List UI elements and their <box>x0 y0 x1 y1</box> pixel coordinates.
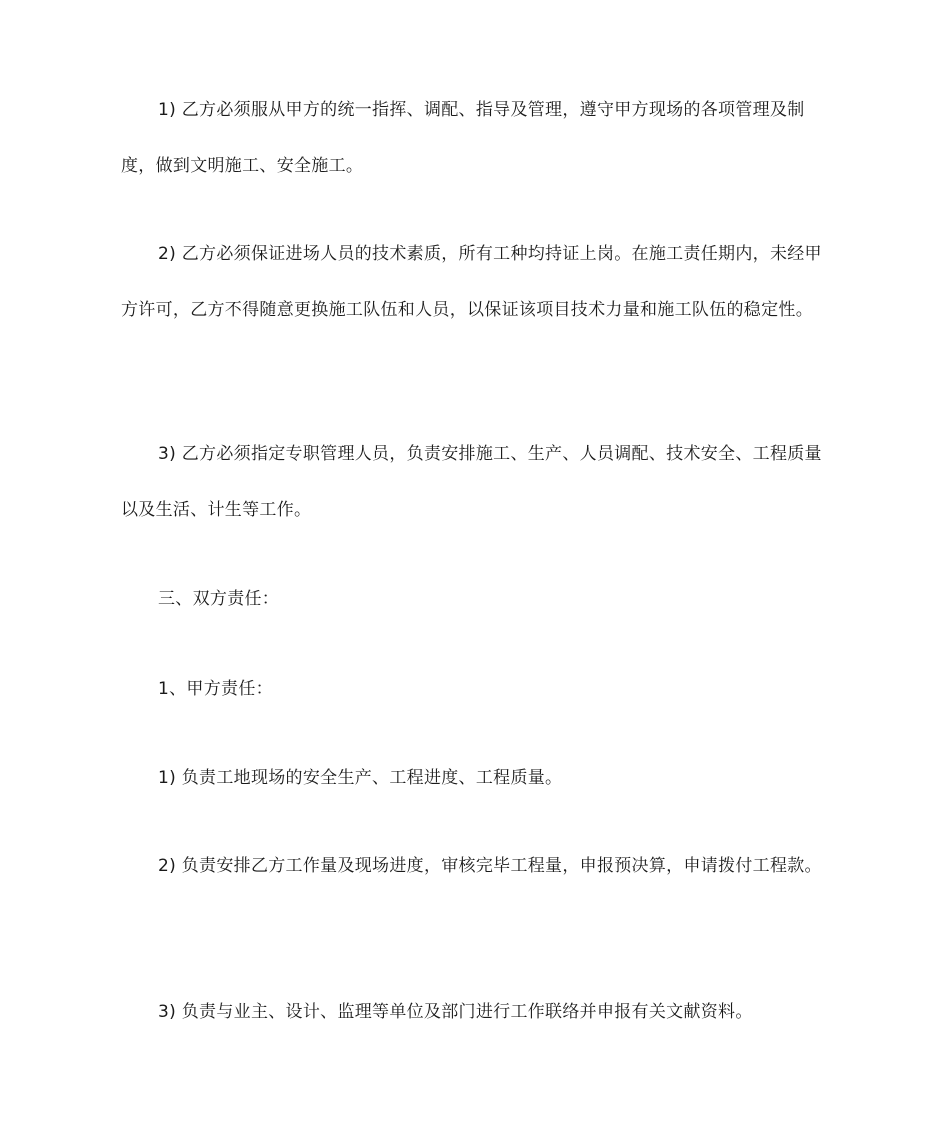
paragraph-party-a-duty-3: 3) 负责与业主、设计、监理等单位及部门进行工作联络并申报有关文献资料。 <box>158 1002 753 1022</box>
section-heading-responsibilities: 三、双方责任： <box>158 589 280 609</box>
paragraph-party-a-duty-2: 2) 负责安排乙方工作量及现场进度，审核完毕工程量，申报预决算，申请拨付工程款。 <box>158 856 822 876</box>
paragraph-party-a-duty-1: 1) 负责工地现场的安全生产、工程进度、工程质量。 <box>158 768 563 788</box>
paragraph-manager-assignment: 3) 乙方必须指定专职管理人员，负责安排施工、生产、人员调配、技术安全、工程质量以及生活、计生等工作。 <box>121 444 822 520</box>
subsection-heading-party-a: 1、甲方责任： <box>158 679 273 699</box>
paragraph-worker-qualification: 2) 乙方必须保证进场人员的技术素质，所有工种均持证上岗。在施工责任期内，未经甲方许可，乙方不得随意更换施工队伍和人员，以保证该项目技术力量和施工队伍的稳定性。 <box>121 244 822 320</box>
paragraph-worker-obedience: 1) 乙方必须服从甲方的统一指挥、调配、指导及管理，遵守甲方现场的各项管理及制度，做到文明施工、安全施工。 <box>121 100 805 176</box>
